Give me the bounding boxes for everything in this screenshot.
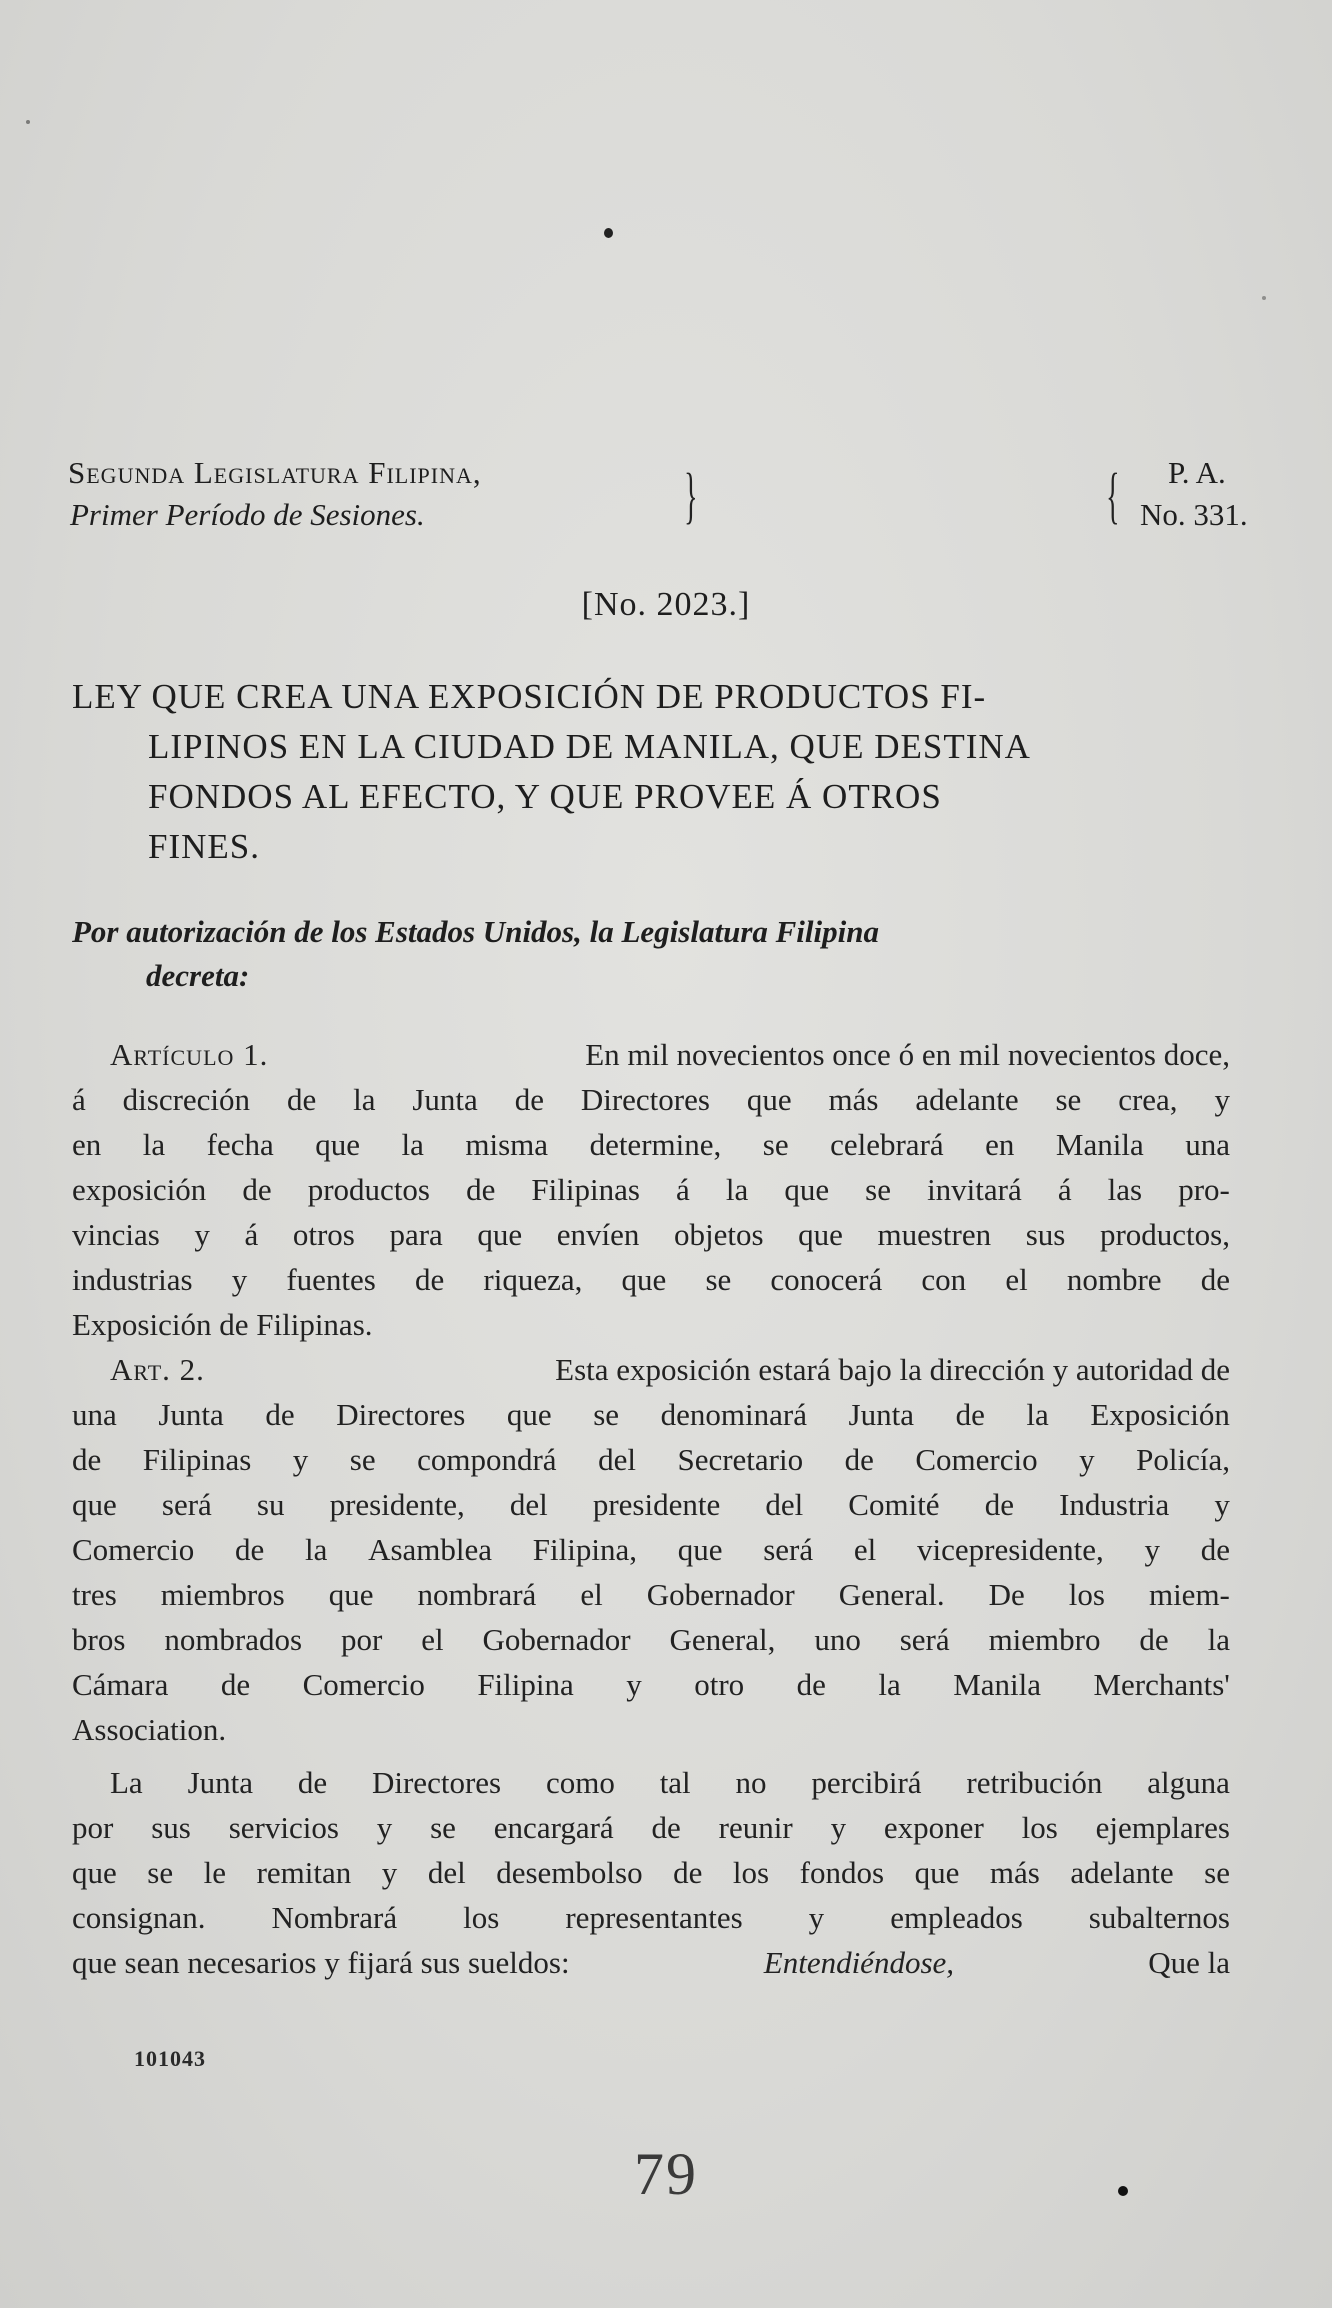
word: Exposición xyxy=(1090,1397,1230,1432)
word: que xyxy=(784,1172,830,1207)
word: ejemplares xyxy=(1095,1810,1230,1845)
word: presidente, xyxy=(329,1487,465,1522)
word: alguna xyxy=(1147,1765,1230,1800)
word: miem- xyxy=(1148,1577,1230,1612)
bill-number: No. 331. xyxy=(1140,497,1248,532)
word: Directores xyxy=(336,1397,466,1432)
closing-brace: } xyxy=(684,462,698,530)
word: Directores xyxy=(580,1082,710,1117)
word: Comercio xyxy=(302,1667,425,1702)
body-line xyxy=(72,1122,1230,1167)
word: Manila xyxy=(953,1667,1041,1702)
word: que xyxy=(506,1397,552,1432)
word: miembro xyxy=(988,1622,1101,1657)
body-line xyxy=(72,1760,1230,1805)
word: y xyxy=(376,1810,393,1845)
word: nombrados xyxy=(164,1622,303,1657)
act-title xyxy=(72,672,1232,872)
act-number: [No. 2023.] xyxy=(581,586,751,623)
body-line: Exposición de Filipinas. xyxy=(72,1307,373,1342)
word: vicepresidente, xyxy=(916,1532,1104,1567)
word: de xyxy=(844,1442,874,1477)
body-line xyxy=(72,1850,1230,1895)
bill-reference xyxy=(1140,452,1250,536)
word: Gobernador xyxy=(482,1622,631,1657)
word: se xyxy=(1204,1855,1230,1890)
word: que xyxy=(72,1487,117,1522)
word: á xyxy=(676,1172,690,1207)
word: Nombrará xyxy=(271,1900,398,1935)
word: adelante xyxy=(1070,1855,1174,1890)
word: una xyxy=(1185,1127,1230,1162)
session-info xyxy=(68,452,688,536)
word: que xyxy=(477,1217,523,1252)
body-line xyxy=(72,1032,1230,1077)
document-code: 101043 xyxy=(134,2046,206,2071)
session-period: Primer Período de Sesiones. xyxy=(70,497,425,532)
word: crea, xyxy=(1118,1082,1178,1117)
word: de xyxy=(265,1397,295,1432)
word: desembolso xyxy=(496,1855,643,1890)
word: se xyxy=(762,1127,789,1162)
word: más xyxy=(828,1082,879,1117)
word: determine, xyxy=(589,1127,722,1162)
word: Asamblea xyxy=(368,1532,493,1567)
body-line xyxy=(72,1805,1230,1850)
word: la xyxy=(353,1082,376,1117)
word: á xyxy=(1057,1172,1072,1207)
word: se xyxy=(865,1172,891,1207)
word: una xyxy=(72,1397,117,1432)
word: para xyxy=(389,1217,443,1252)
word: su xyxy=(256,1487,285,1522)
word: Filipinas xyxy=(531,1172,640,1207)
word: otro xyxy=(694,1667,745,1702)
word: Gobernador xyxy=(646,1577,795,1612)
word: los xyxy=(732,1855,770,1890)
word: exponer xyxy=(883,1810,984,1845)
word: Filipina, xyxy=(532,1532,637,1567)
word: los xyxy=(1068,1577,1105,1612)
body-line xyxy=(72,1437,1230,1482)
body-line xyxy=(72,1392,1230,1437)
article-label: Artículo 1. xyxy=(110,1037,269,1072)
word: De xyxy=(988,1577,1025,1612)
word: y xyxy=(1214,1487,1230,1522)
word: de xyxy=(514,1082,544,1117)
word: y xyxy=(1079,1442,1095,1477)
word: Secretario xyxy=(677,1442,804,1477)
word: de xyxy=(72,1442,102,1477)
word: los xyxy=(463,1900,500,1935)
word: compondrá xyxy=(417,1442,557,1477)
word: servicios xyxy=(228,1810,339,1845)
word: sus xyxy=(151,1810,191,1845)
word: General. xyxy=(838,1577,945,1612)
word: será xyxy=(161,1487,212,1522)
word: La xyxy=(110,1765,143,1800)
word: que xyxy=(798,1217,843,1252)
word: industrias xyxy=(72,1262,193,1297)
word: de xyxy=(651,1810,681,1845)
word: de xyxy=(286,1082,317,1117)
body-line xyxy=(72,1617,1230,1662)
body-line xyxy=(72,1527,1230,1572)
body-line xyxy=(72,1940,1230,1985)
word: tal xyxy=(659,1765,691,1800)
word: por xyxy=(72,1810,114,1845)
word: conocerá xyxy=(770,1262,883,1297)
word: uno xyxy=(814,1622,861,1657)
body-line xyxy=(72,1347,1230,1392)
word: por xyxy=(341,1622,383,1657)
body-line xyxy=(72,1572,1230,1617)
word: subalternos xyxy=(1088,1900,1230,1935)
word: bros xyxy=(72,1622,126,1657)
legislature-name: Segunda Legislatura Filipina, xyxy=(68,455,482,490)
word: Junta xyxy=(158,1397,224,1432)
word: Filipinas xyxy=(142,1442,252,1477)
word: tres xyxy=(72,1577,117,1612)
word: Comercio xyxy=(72,1532,195,1567)
word: que xyxy=(72,1855,117,1890)
word: el xyxy=(853,1532,877,1567)
word: y xyxy=(808,1900,825,1935)
word: sus xyxy=(1025,1217,1066,1252)
body-text: Que la xyxy=(1148,1945,1230,1980)
word: Comité xyxy=(848,1487,940,1522)
word: de xyxy=(242,1172,272,1207)
enacting-clause xyxy=(72,910,1232,998)
word: de xyxy=(673,1855,703,1890)
article-label: Art. 2. xyxy=(110,1352,205,1387)
word: la xyxy=(878,1667,901,1702)
word: que xyxy=(315,1127,361,1162)
word: como xyxy=(545,1765,615,1800)
word: las xyxy=(1107,1172,1143,1207)
word: representantes xyxy=(565,1900,743,1935)
body-line xyxy=(72,1167,1230,1212)
word: se xyxy=(1055,1082,1082,1117)
word: riqueza, xyxy=(483,1262,583,1297)
word: de xyxy=(220,1667,251,1702)
word: nombre xyxy=(1066,1262,1162,1297)
word: y xyxy=(1214,1082,1230,1117)
word: la xyxy=(1026,1397,1049,1432)
proviso-word: Entendiéndose, xyxy=(763,1945,955,1980)
body-text: que sean necesarios y fijará sus sueldos: xyxy=(72,1945,570,1980)
word: Junta xyxy=(412,1082,478,1117)
word: se xyxy=(705,1262,732,1297)
word: le xyxy=(203,1855,227,1890)
word: Merchants' xyxy=(1093,1667,1230,1702)
word: fuentes xyxy=(286,1262,376,1297)
word: misma xyxy=(465,1127,549,1162)
word: discreción xyxy=(122,1082,251,1117)
word: que xyxy=(677,1532,723,1567)
word: encargará xyxy=(493,1810,614,1845)
word: reunir xyxy=(718,1810,793,1845)
word: remitan xyxy=(256,1855,352,1890)
word: de xyxy=(984,1487,1014,1522)
word: de xyxy=(955,1397,985,1432)
document-header xyxy=(68,452,1248,542)
word: celebrará xyxy=(830,1127,944,1162)
word: pro- xyxy=(1178,1172,1230,1207)
word: Industria xyxy=(1059,1487,1170,1522)
word: muestren xyxy=(877,1217,992,1252)
word: invitará xyxy=(927,1172,1022,1207)
word: de xyxy=(1200,1262,1230,1297)
word: el xyxy=(421,1622,444,1657)
body-text: Esta exposición estará bajo la dirección y autoridad de xyxy=(555,1352,1230,1387)
word: productos xyxy=(307,1172,430,1207)
word: la xyxy=(725,1172,749,1207)
word: presidente xyxy=(592,1487,721,1522)
word: será xyxy=(899,1622,950,1657)
body-line xyxy=(72,1662,1230,1707)
word: los xyxy=(1021,1810,1058,1845)
word: General, xyxy=(669,1622,776,1657)
word: el xyxy=(1005,1262,1028,1297)
body-line xyxy=(72,1077,1230,1122)
body-line xyxy=(72,1257,1230,1302)
word: á xyxy=(72,1082,86,1117)
ink-speck xyxy=(26,120,30,124)
word: empleados xyxy=(890,1900,1023,1935)
word: envíen xyxy=(556,1217,640,1252)
word: se xyxy=(147,1855,174,1890)
word: del xyxy=(598,1442,636,1477)
word: de xyxy=(466,1172,496,1207)
word: y xyxy=(292,1442,309,1477)
word: de xyxy=(1139,1622,1169,1657)
word: en xyxy=(985,1127,1015,1162)
act-body xyxy=(72,1032,1230,1985)
body-text: En mil novecientos once ó en mil novecientos doce, xyxy=(585,1037,1230,1072)
word: Cámara xyxy=(72,1667,169,1702)
word: vincias xyxy=(72,1217,160,1252)
word: y xyxy=(1144,1532,1160,1567)
word: no xyxy=(735,1765,767,1800)
enacting-line: Por autorización de los Estados Unidos, la Legislatura Filipina xyxy=(72,914,879,949)
ink-dot xyxy=(1118,2186,1128,2196)
title-line: LEY QUE CREA UNA EXPOSICIÓN DE PRODUCTOS FI- xyxy=(72,677,987,716)
word: nombrará xyxy=(417,1577,537,1612)
opening-brace: { xyxy=(1106,462,1120,530)
word: de xyxy=(297,1765,328,1800)
word: la xyxy=(304,1532,328,1567)
ink-speck xyxy=(1262,296,1266,300)
word: productos, xyxy=(1099,1217,1230,1252)
word: el xyxy=(580,1577,603,1612)
paragraph-gap xyxy=(72,1752,1230,1760)
word: se xyxy=(593,1397,620,1432)
word: objetos xyxy=(673,1217,764,1252)
word: adelante xyxy=(915,1082,1019,1117)
title-line: FONDOS AL EFECTO, Y QUE PROVEE Á OTROS xyxy=(148,777,942,816)
word: fondos xyxy=(799,1855,885,1890)
word: que xyxy=(914,1855,960,1890)
word: otros xyxy=(292,1217,355,1252)
word: denominará xyxy=(660,1397,807,1432)
word: que xyxy=(621,1262,667,1297)
word: que xyxy=(746,1082,792,1117)
word: Comercio xyxy=(915,1442,1038,1477)
word: Junta xyxy=(187,1765,253,1800)
page-number: 79 xyxy=(634,2141,698,2207)
word: de xyxy=(796,1667,826,1702)
word: y xyxy=(231,1262,248,1297)
word: y xyxy=(626,1667,642,1702)
word: la xyxy=(401,1127,424,1162)
word: de xyxy=(415,1262,445,1297)
word: y xyxy=(194,1217,210,1252)
word: fecha xyxy=(206,1127,274,1162)
word: Policía, xyxy=(1136,1442,1230,1477)
body-line: Association. xyxy=(72,1712,227,1747)
word: percibirá xyxy=(811,1765,922,1800)
title-line: LIPINOS EN LA CIUDAD DE MANILA, QUE DESTINA xyxy=(148,727,1031,766)
word: Junta xyxy=(848,1397,914,1432)
word: exposición xyxy=(72,1172,207,1207)
word: la xyxy=(1207,1622,1230,1657)
word: del xyxy=(427,1855,466,1890)
word: Manila xyxy=(1055,1127,1144,1162)
title-line: FINES. xyxy=(148,827,260,866)
word: de xyxy=(1200,1532,1230,1567)
word: con xyxy=(921,1262,967,1297)
word: Directores xyxy=(371,1765,502,1800)
word: miembros xyxy=(160,1577,285,1612)
word: más xyxy=(989,1855,1040,1890)
word: será xyxy=(763,1532,814,1567)
word: de xyxy=(234,1532,265,1567)
word: que xyxy=(328,1577,374,1612)
body-line xyxy=(72,1895,1230,1940)
ink-speck xyxy=(604,228,613,238)
word: la xyxy=(142,1127,166,1162)
bill-code: P. A. xyxy=(1168,455,1226,490)
body-line xyxy=(72,1482,1230,1527)
word: y xyxy=(381,1855,398,1890)
word: consignan. xyxy=(72,1900,206,1935)
word: en xyxy=(72,1127,102,1162)
word: y xyxy=(830,1810,847,1845)
word: Filipina xyxy=(477,1667,574,1702)
word: se xyxy=(349,1442,376,1477)
enacting-line: decreta: xyxy=(146,958,250,993)
body-line xyxy=(72,1212,1230,1257)
word: del xyxy=(765,1487,804,1522)
word: retribución xyxy=(966,1765,1103,1800)
word: se xyxy=(430,1810,456,1845)
word: del xyxy=(509,1487,548,1522)
word: á xyxy=(244,1217,259,1252)
